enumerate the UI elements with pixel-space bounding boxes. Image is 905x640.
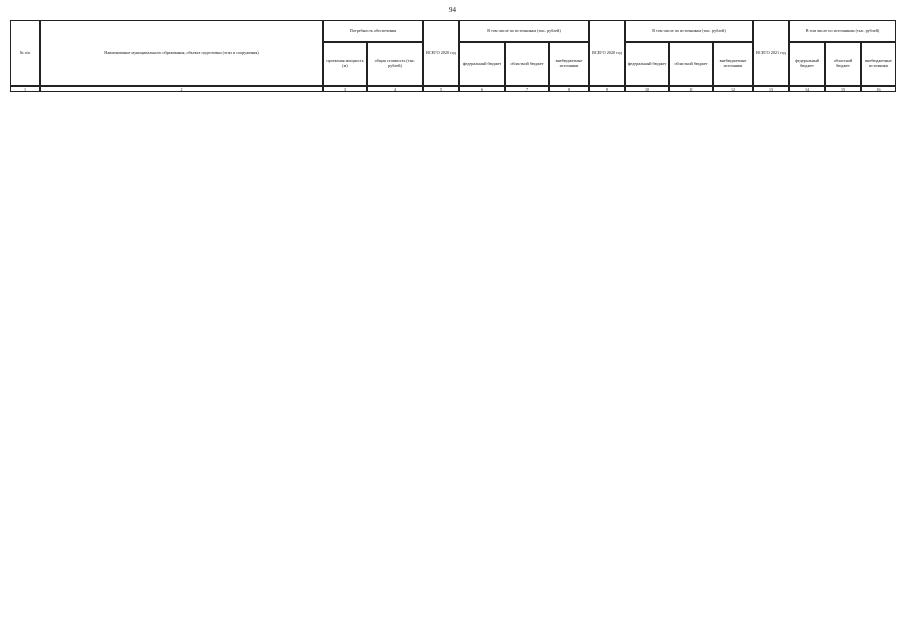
column-number: 4 — [367, 86, 423, 92]
column-number: 13 — [753, 86, 789, 92]
column-number: 14 — [789, 86, 825, 92]
column-number: 12 — [713, 86, 753, 92]
header-fin-group-1: В том числе по источникам (тыс. рублей) — [459, 20, 589, 42]
header-need-power: проектная мощность (м) — [323, 42, 367, 86]
header-total-2021: ВСЕГО 2021 год — [753, 20, 789, 86]
column-number: 3 — [323, 86, 367, 92]
header-need-cost: общая стоимость (тыс. рублей) — [367, 42, 423, 86]
column-number: 8 — [549, 86, 589, 92]
column-number: 15 — [825, 86, 861, 92]
column-number: 11 — [669, 86, 713, 92]
column-number: 16 — [861, 86, 896, 92]
header-n: № п/п — [10, 20, 40, 86]
column-number: 2 — [40, 86, 323, 92]
header-name: Наименование муниципального образования, объекта подготовки (этап и сооружения) — [40, 20, 323, 86]
header-fin-group-3: В том числе по источникам (тыс. рублей) — [789, 20, 896, 42]
header-extra-3: внебюджетные источники — [861, 42, 896, 86]
header-regional-3: областной бюджет — [825, 42, 861, 86]
header-regional-2: областной бюджет — [669, 42, 713, 86]
column-number: 6 — [459, 86, 505, 92]
column-number: 5 — [423, 86, 459, 92]
header-extra-1: внебюджетные источники — [549, 42, 589, 86]
table-header — [10, 20, 896, 86]
column-number: 9 — [589, 86, 625, 92]
column-number: 1 — [10, 86, 40, 92]
column-number: 7 — [505, 86, 549, 92]
header-need-group: Потребность обеспечения — [323, 20, 423, 42]
column-numbers — [10, 86, 896, 92]
header-total-2020b: ВСЕГО 2020 год — [589, 20, 625, 86]
column-number: 10 — [625, 86, 669, 92]
header-federal-1: федеральный бюджет — [459, 42, 505, 86]
header-total-2020: ВСЕГО 2020 год — [423, 20, 459, 86]
header-federal-2: федеральный бюджет — [625, 42, 669, 86]
header-regional-1: областной бюджет — [505, 42, 549, 86]
page-number: 94 — [449, 6, 456, 14]
header-federal-3: федеральный бюджет — [789, 42, 825, 86]
header-fin-group-2: В том числе по источникам (тыс. рублей) — [625, 20, 753, 42]
header-extra-2: внебюджетные источники — [713, 42, 753, 86]
